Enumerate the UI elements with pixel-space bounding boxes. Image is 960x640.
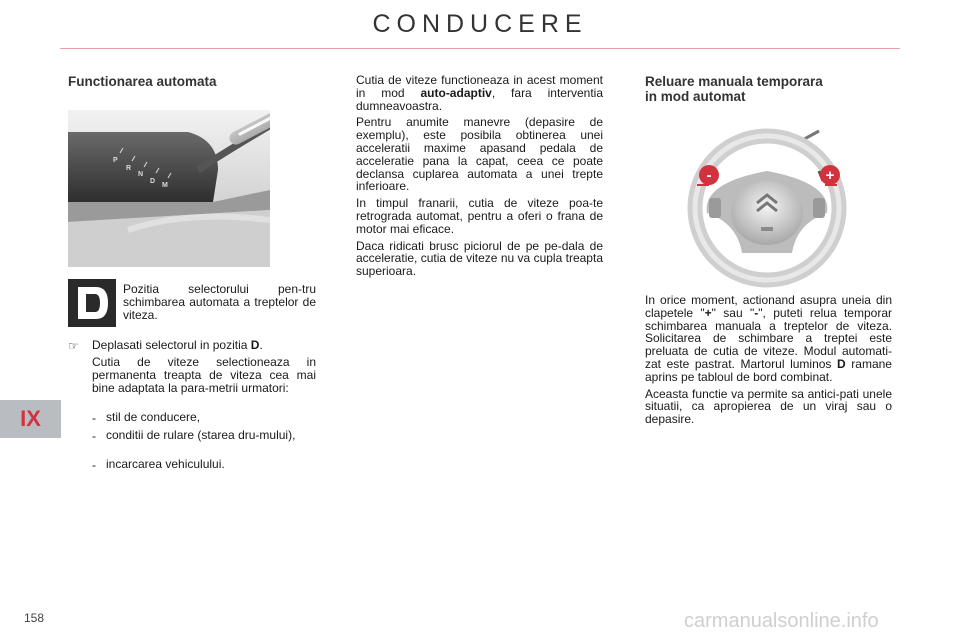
- page-number: 158: [24, 611, 45, 625]
- selector-caption: Pozitia selectorului pen-tru schimbarea automata a treptelor de viteza.: [123, 282, 316, 322]
- p1-text-b: , fara interventia dumneavoastra.: [356, 85, 603, 113]
- p1-plus: +: [704, 305, 712, 320]
- column2-text: [356, 74, 603, 282]
- section-heading-manual: [645, 74, 895, 104]
- paragraph-overtaking: Pentru anumite manevre (depasire de exemplu), este posibila obtinerea unei acceleratii maxime apasand pedala de acceleratie pana la capat, ceea ce poate declansa cuplarea automata a unei trepte inferioare.: [356, 115, 603, 194]
- paragraph-paddles: [645, 294, 892, 384]
- heading-line2: in mod automat: [645, 89, 746, 104]
- p1-d: D: [837, 356, 846, 371]
- lever-label-d: D: [150, 178, 156, 185]
- paragraph-braking: In timpul franarii, cutia de viteze poa-te retrograda automat, pentru a oferi o frana de motor mai eficace.: [356, 196, 603, 236]
- pointing-hand-icon: ☞: [68, 339, 79, 353]
- p1-text-a: In orice moment, actionand asupra uneia din clapetele ": [645, 293, 892, 320]
- page-title: CONDUCERE: [372, 10, 588, 38]
- gear-selector-illustration: [68, 110, 270, 267]
- p1-text-b: ", puteti relua temporar schimbarea manuala a treptelor de viteza. Solicitarea de schimbare a treptei este preluata de cutia de viteze. Modul automati-zat este pastrat. Martorul luminos: [645, 305, 892, 371]
- title-divider: [60, 48, 900, 49]
- minus-paddle-icon: [699, 165, 719, 185]
- d-letter-icon: [68, 279, 116, 327]
- list-dash: -: [92, 429, 96, 443]
- list-dash: -: [92, 411, 96, 425]
- paragraph-anticipate: Aceasta functie va permite sa antici-pati unele situatii, ca apropierea de un viraj sau o depasire.: [645, 386, 892, 427]
- d-position-badge: [68, 279, 116, 327]
- section-heading-automatic: Functionarea automata: [68, 74, 217, 89]
- paragraph-auto-adaptive: [356, 74, 603, 112]
- minus-paddle-label: -: [706, 167, 712, 184]
- steering-wheel-illustration: [687, 123, 853, 289]
- chapter-tab: IX: [0, 400, 61, 438]
- heading-line1: Reluare manuala temporara: [645, 74, 823, 89]
- paragraph-lift-off: Daca ridicati brusc piciorul de pe pe-dala de acceleratie, cutia de viteze nu va cupla treapta superioara.: [356, 238, 603, 279]
- watermark: carmanualsonline.info: [684, 610, 879, 632]
- list-item: conditii de rulare (starea dru-mului),: [106, 428, 296, 442]
- p1-mid: " sau ": [711, 305, 755, 320]
- list-item: incarcarea vehiculului.: [106, 457, 225, 471]
- bullet-intro-text: Deplasati selectorul in pozitia: [92, 338, 248, 352]
- lever-label-p: P: [113, 157, 118, 164]
- bullet-position: D: [250, 338, 260, 352]
- lever-label-r: R: [126, 165, 132, 172]
- p1-text-a: Cutia de viteze functioneaza in acest moment in mod: [356, 73, 603, 100]
- bullet-detail: Cutia de viteze selectioneaza in permanenta treapta de viteza cea mai bine adaptata la para-metrii urmatori:: [92, 355, 316, 395]
- list-item: stil de conducere,: [106, 410, 201, 424]
- p1-bold: auto-adaptiv: [420, 85, 492, 100]
- bullet-instruction: [92, 339, 316, 352]
- lever-label-n: N: [138, 171, 144, 178]
- list-dash: -: [92, 458, 96, 472]
- plus-paddle-icon: [820, 165, 840, 185]
- lever-label-m: M: [162, 182, 168, 189]
- column3-text: [645, 294, 892, 430]
- bullet-end: .: [259, 338, 263, 352]
- plus-paddle-label: +: [825, 167, 835, 184]
- p1-minus: -: [754, 305, 759, 320]
- p1-text-c: ramane aprins pe tabloul de bord combinat.: [645, 356, 892, 384]
